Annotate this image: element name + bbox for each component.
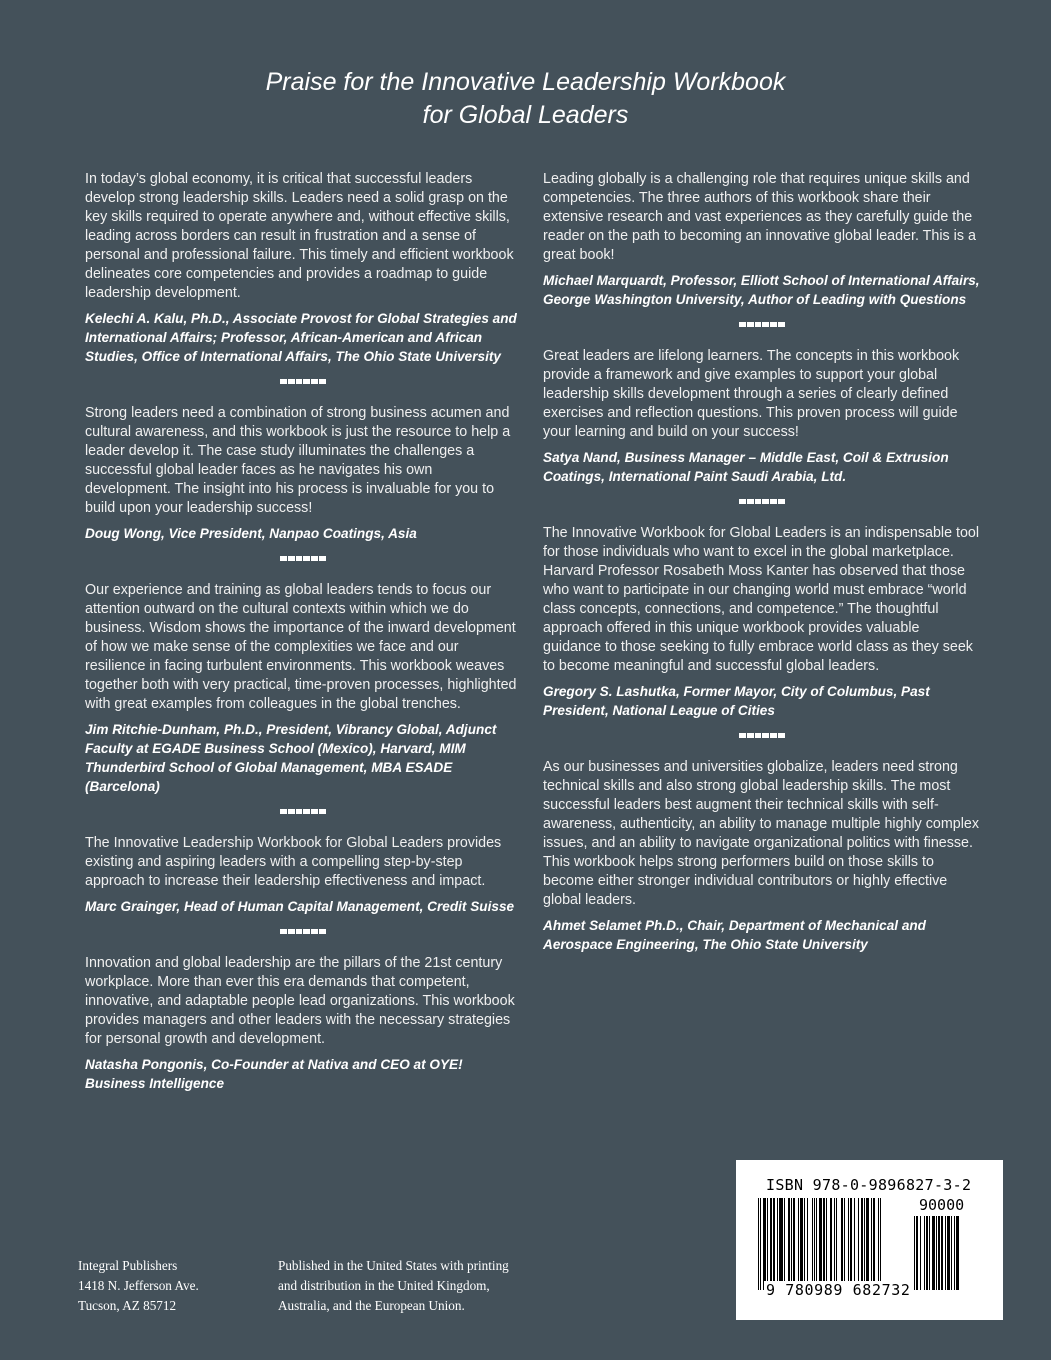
testimonial-quote: The Innovative Workbook for Global Leaders is an indispensable tool for those individuals who want to excel in the global marketplace. Harvard Professor Rosabeth Moss Kanter has observed that those who want to participate in our changing world must embrace “world class concepts, connections, and competence.” The thoughtful approach offered in this unique workbook provides valuable guidance to those seeking to fully embrace world class as they seek to become meaningful and successful global leaders. [543, 525, 980, 674]
right-testimonial-column [543, 170, 981, 954]
separator-ornament [280, 929, 326, 934]
testimonial-attribution: Jim Ritchie-Dunham, Ph.D., President, Vibrancy Global, Adjunct Faculty at EGADE Business School (Mexico), Harvard, MIM Thunderbird School of Global Management, MBA ESADE (Barcelona) [85, 722, 497, 794]
book-praise-title [0, 66, 1051, 132]
publishing-note [278, 1256, 558, 1316]
publisher-address [78, 1256, 258, 1316]
publisher-city: Tucson, AZ 85712 [78, 1298, 177, 1313]
testimonial-attribution: Michael Marquardt, Professor, Elliott School of International Affairs, George Washington University, Author of Leading with Questions [543, 273, 980, 307]
barcode-bar [881, 1198, 882, 1290]
testimonial [85, 581, 521, 796]
testimonial [543, 758, 981, 954]
publisher-name: Integral Publishers [78, 1258, 178, 1273]
barcode-main [758, 1198, 902, 1290]
isbn-barcode-box [736, 1160, 1003, 1320]
testimonial-quote: In today’s global economy, it is critical that successful leaders develop strong leadership skills. Leaders need a solid grasp on the key skills required to operate anywhere and, without effective skills, leading across borders can result in frustration and a sense of personal and professional failure. This timely and efficient workbook delineates core competencies and provides a roadmap to guide leadership development. [85, 171, 514, 301]
testimonial-attribution: Ahmet Selamet Ph.D., Chair, Department of Mechanical and Aerospace Engineering, The Ohio State University [543, 918, 926, 952]
publishing-note-line: Australia, and the European Union. [278, 1298, 465, 1313]
left-testimonial-column [85, 170, 521, 1093]
title-line-2: for Global Leaders [422, 101, 629, 129]
testimonial-attribution: Doug Wong, Vice President, Nanpao Coatings, Asia [85, 526, 417, 541]
testimonial [85, 404, 521, 543]
barcode-bar [959, 1216, 961, 1290]
isbn-label: ISBN 978-0-9896827-3-2 [766, 1176, 972, 1194]
testimonial [85, 834, 521, 916]
testimonial-quote: Leading globally is a challenging role that requires unique skills and competencies. The three authors of this workbook share their extensive research and vast experiences as they carefully guide the reader on the path to becoming an innovative global leader. This is a great book! [543, 171, 976, 263]
publisher-street: 1418 N. Jefferson Ave. [78, 1278, 199, 1293]
testimonial [85, 954, 521, 1093]
testimonial-quote: The Innovative Leadership Workbook for Global Leaders provides existing and aspiring leaders with a compelling step-by-step approach to increase their leadership effectiveness and impact. [85, 835, 502, 889]
title-line-1: Praise for the Innovative Leadership Workbook [265, 68, 786, 96]
separator-ornament [280, 809, 326, 814]
separator-ornament [280, 556, 326, 561]
separator-ornament [739, 322, 785, 327]
testimonial-attribution: Marc Grainger, Head of Human Capital Management, Credit Suisse [85, 899, 515, 914]
barcode-addon [914, 1216, 978, 1290]
testimonial-attribution: Kelechi A. Kalu, Ph.D., Associate Provost for Global Strategies and International Affairs; Professor, African-American and African Studies, Office of International Affairs, The Ohio State University [85, 311, 517, 364]
testimonial-quote: Our experience and training as global leaders tends to focus our attention outward on the cultural contexts within which we do business. Wisdom shows the importance of the inward development of how we make sense of the complexities we face and our resilience in facing turbulent environments. This workbook weaves together both with very practical, time-proven processes, highlighted with great examples from colleagues in the global trenches. [85, 582, 517, 712]
testimonial-attribution: Gregory S. Lashutka, Former Mayor, City of Columbus, Past President, National League of Cities [543, 684, 930, 718]
isbn-addon-number: 90000 [919, 1196, 965, 1214]
separator-ornament [280, 379, 326, 384]
testimonial-quote: Innovation and global leadership are the pillars of the 21st century workplace. More than ever this era demands that competent, innovative, and adaptable people lead organizations. This workbook provides managers and other leaders with the necessary strategies for personal growth and development. [85, 955, 515, 1047]
testimonial [543, 524, 981, 720]
publishing-note-line: Published in the United States with printing [278, 1258, 509, 1273]
ean-number: 9 780989 682732 [766, 1281, 911, 1299]
separator-ornament [739, 733, 785, 738]
testimonial-quote: Great leaders are lifelong learners. The concepts in this workbook provide a framework and give examples to support your global leadership skills development through a series of clearly defined exercises and reflection questions. This proven process will guide your learning and build on your success! [543, 348, 960, 440]
testimonial-quote: Strong leaders need a combination of strong business acumen and cultural awareness, and this workbook is just the resource to help a leader develop it. The case study illuminates the challenges a successful global leader faces as he navigates his own development. The insight into his process is invaluable for you to build upon your leadership success! [85, 405, 511, 516]
testimonial [85, 170, 521, 366]
publishing-note-line: and distribution in the United Kingdom, [278, 1278, 490, 1293]
testimonial [543, 170, 981, 309]
separator-ornament [739, 499, 785, 504]
testimonial-quote: As our businesses and universities globalize, leaders need strong technical skills and also strong global leadership skills. The most successful leaders best augment their technical skills with self-awareness, authenticity, an ability to manage multiple highly complex issues, and an ability to navigate organizational politics with finesse. This workbook helps strong performers build on those skills to become either stronger individual contributors or highly effective global leaders. [543, 759, 980, 908]
testimonial-attribution: Satya Nand, Business Manager – Middle East, Coil & Extrusion Coatings, International Paint Saudi Arabia, Ltd. [543, 450, 949, 484]
testimonial [543, 347, 981, 486]
testimonial-attribution: Natasha Pongonis, Co-Founder at Nativa and CEO at OYE! Business Intelligence [85, 1057, 463, 1091]
